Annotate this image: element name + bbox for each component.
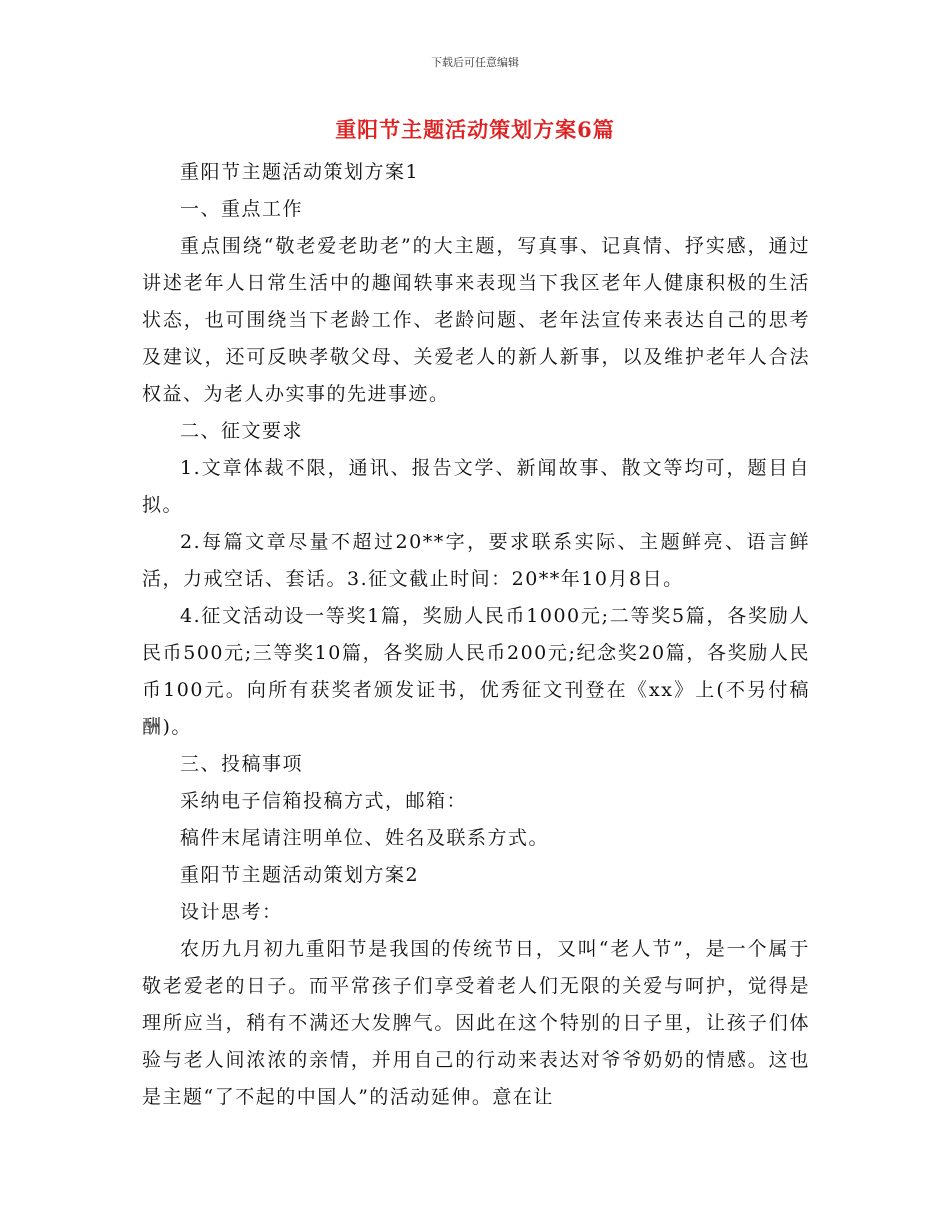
header-note: 下载后可任意编辑: [431, 56, 519, 69]
paragraph-key-work: 重点围绕“敬老爱老助老”的大主题，写真事、记真情、抒实感，通过讲述老年人日常生活中的趣闻轶事来表现当下我区老年人健康积极的生活状态，也可围绕当下老龄工作、老龄问题、老年法宣传来表达自己的思考及建议，还可反映孝敬父母、关爱老人的新人新事，以及维护老年人合法权益、为老人办实事的先进事迹。: [142, 235, 810, 405]
paragraph-design-thinking: 农历九月初九重阳节是我国的传统节日，又叫“老人节”，是一个属于敬老爱老的日子。而平常孩子们享受着老人们无限的关爱与呵护，觉得是理所应当，稍有不满还大发脾气。因此在这个特别的日子里，让孩子们体验与老人间浓浓的亲情，并用自己的行动来表达对爷爷奶奶的情感。这也是主题“了不起的中国人”的活动延伸。意在让: [142, 938, 810, 1108]
heading-design-thinking: 设计思考：: [180, 901, 283, 923]
requirement-item-4: 4.征文活动设一等奖1篇，奖励人民币1000元;二等奖5篇，各奖励人民币500元;三等奖10篇，各奖励人民币200元;纪念奖20篇，各奖励人民币100元。向所有获奖者颁发证书，优秀征文刊登在《xx》上(不另付稿酬)。: [142, 605, 810, 738]
heading-submission: 三、投稿事项: [180, 753, 304, 775]
section-heading-plan-1: 重阳节主题活动策划方案1: [180, 161, 420, 183]
document-title: 重阳节主题活动策划方案6篇: [335, 117, 615, 142]
heading-key-work: 一、重点工作: [180, 198, 304, 220]
submission-note: 稿件末尾请注明单位、姓名及联系方式。: [180, 827, 550, 849]
section-heading-plan-2: 重阳节主题活动策划方案2: [180, 864, 420, 886]
requirement-item-1: 1.文章体裁不限，通讯、报告文学、新闻故事、散文等均可，题目自拟。: [142, 457, 810, 516]
requirement-item-2: 2.每篇文章尽量不超过20**字，要求联系实际、主题鲜亮、语言鲜活，力戒空话、套话。3.征文截止时间：20**年10月8日。: [142, 531, 810, 590]
submission-method: 采纳电子信箱投稿方式，邮箱：: [180, 790, 468, 812]
heading-essay-requirements: 二、征文要求: [180, 420, 304, 442]
document-body: [142, 154, 810, 1116]
